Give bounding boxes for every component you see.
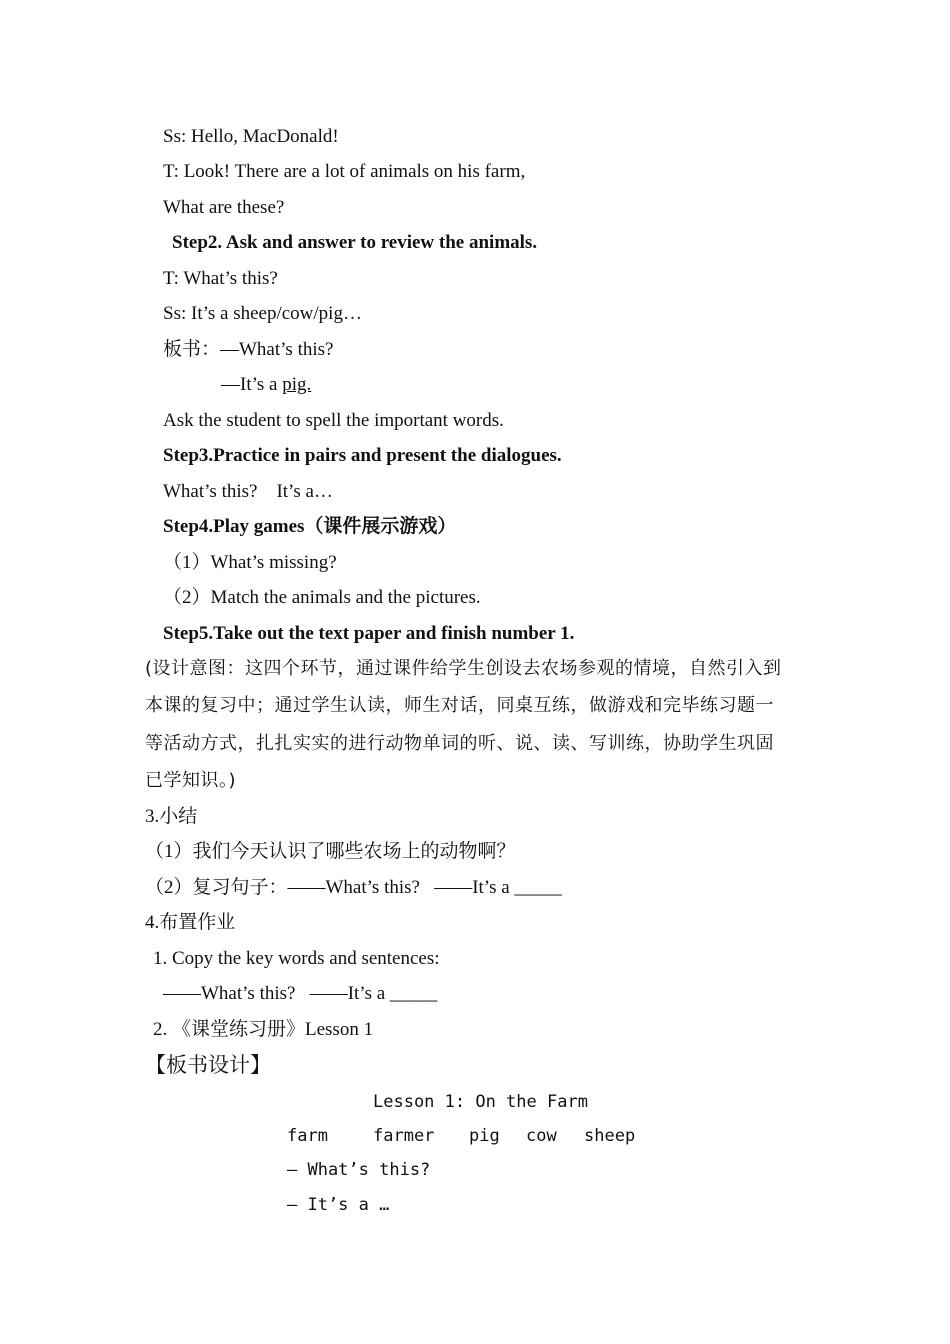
step-heading: Step3.Practice in pairs and present the dialogues.: [163, 445, 562, 466]
design-intent-line: 已学知识。): [145, 770, 237, 791]
dialogue-line: What are these?: [163, 197, 285, 218]
dialogue-line: Ss: Hello, MacDonald!: [163, 126, 339, 147]
instruction-line: Ask the student to spell the important words.: [163, 410, 504, 431]
board-answer: — It’s a …: [287, 1195, 390, 1215]
step-heading: Step5.Take out the text paper and finish number 1.: [163, 623, 575, 644]
board-title: Lesson 1: On the Farm: [373, 1092, 588, 1112]
board-note-answer: [221, 373, 311, 397]
homework-item: 1. Copy the key words and sentences:: [153, 948, 440, 969]
section-heading: 3.小结: [145, 806, 198, 827]
summary-item: （2）复习句子：——What’s this? ——It’s a _____: [145, 877, 562, 898]
dialogue-line: T: What’s this?: [163, 268, 278, 289]
dialogue-line: Ss: It’s a sheep/cow/pig…: [163, 303, 362, 324]
design-intent-line: (设计意图：这四个环节，通过课件给学生创设去农场参观的情境，自然引入到: [145, 658, 782, 679]
board-word: farm: [287, 1126, 328, 1146]
board-question: — What’s this?: [287, 1160, 431, 1180]
board-word: sheep: [584, 1126, 636, 1146]
dialogue-line: T: Look! There are a lot of animals on his farm,: [163, 161, 526, 182]
board-word: pig: [469, 1126, 500, 1146]
design-intent-line: 本课的复习中；通过学生认读，师生对话，同桌互练，做游戏和完毕练习题一: [145, 695, 774, 716]
underlined-word: pig.: [282, 374, 312, 395]
homework-item: 2. 《课堂练习册》Lesson 1: [153, 1019, 374, 1040]
homework-sentence: ——What’s this? ——It’s a _____: [163, 983, 438, 1004]
board-design-heading: 【板书设计】: [145, 1053, 271, 1077]
section-heading: 4.布置作业: [145, 912, 236, 933]
dialogue-line: What’s this? It’s a…: [163, 481, 333, 502]
board-word: cow: [526, 1126, 557, 1146]
step-heading: Step4.Play games（课件展示游戏）: [163, 516, 457, 537]
step-heading: Step2. Ask and answer to review the animals.: [172, 232, 538, 253]
board-note-line: 板书：—What’s this?: [163, 339, 334, 360]
summary-item: （1）我们今天认识了哪些农场上的动物啊？: [145, 841, 516, 862]
game-item: （2）Match the animals and the pictures.: [163, 587, 481, 608]
board-word: farmer: [373, 1126, 435, 1146]
game-item: （1）What’s missing?: [163, 552, 337, 573]
answer-prefix: —It’s a: [221, 374, 283, 395]
design-intent-line: 等活动方式，扎扎实实的进行动物单词的听、说、读、写训练，协助学生巩固: [145, 733, 774, 754]
